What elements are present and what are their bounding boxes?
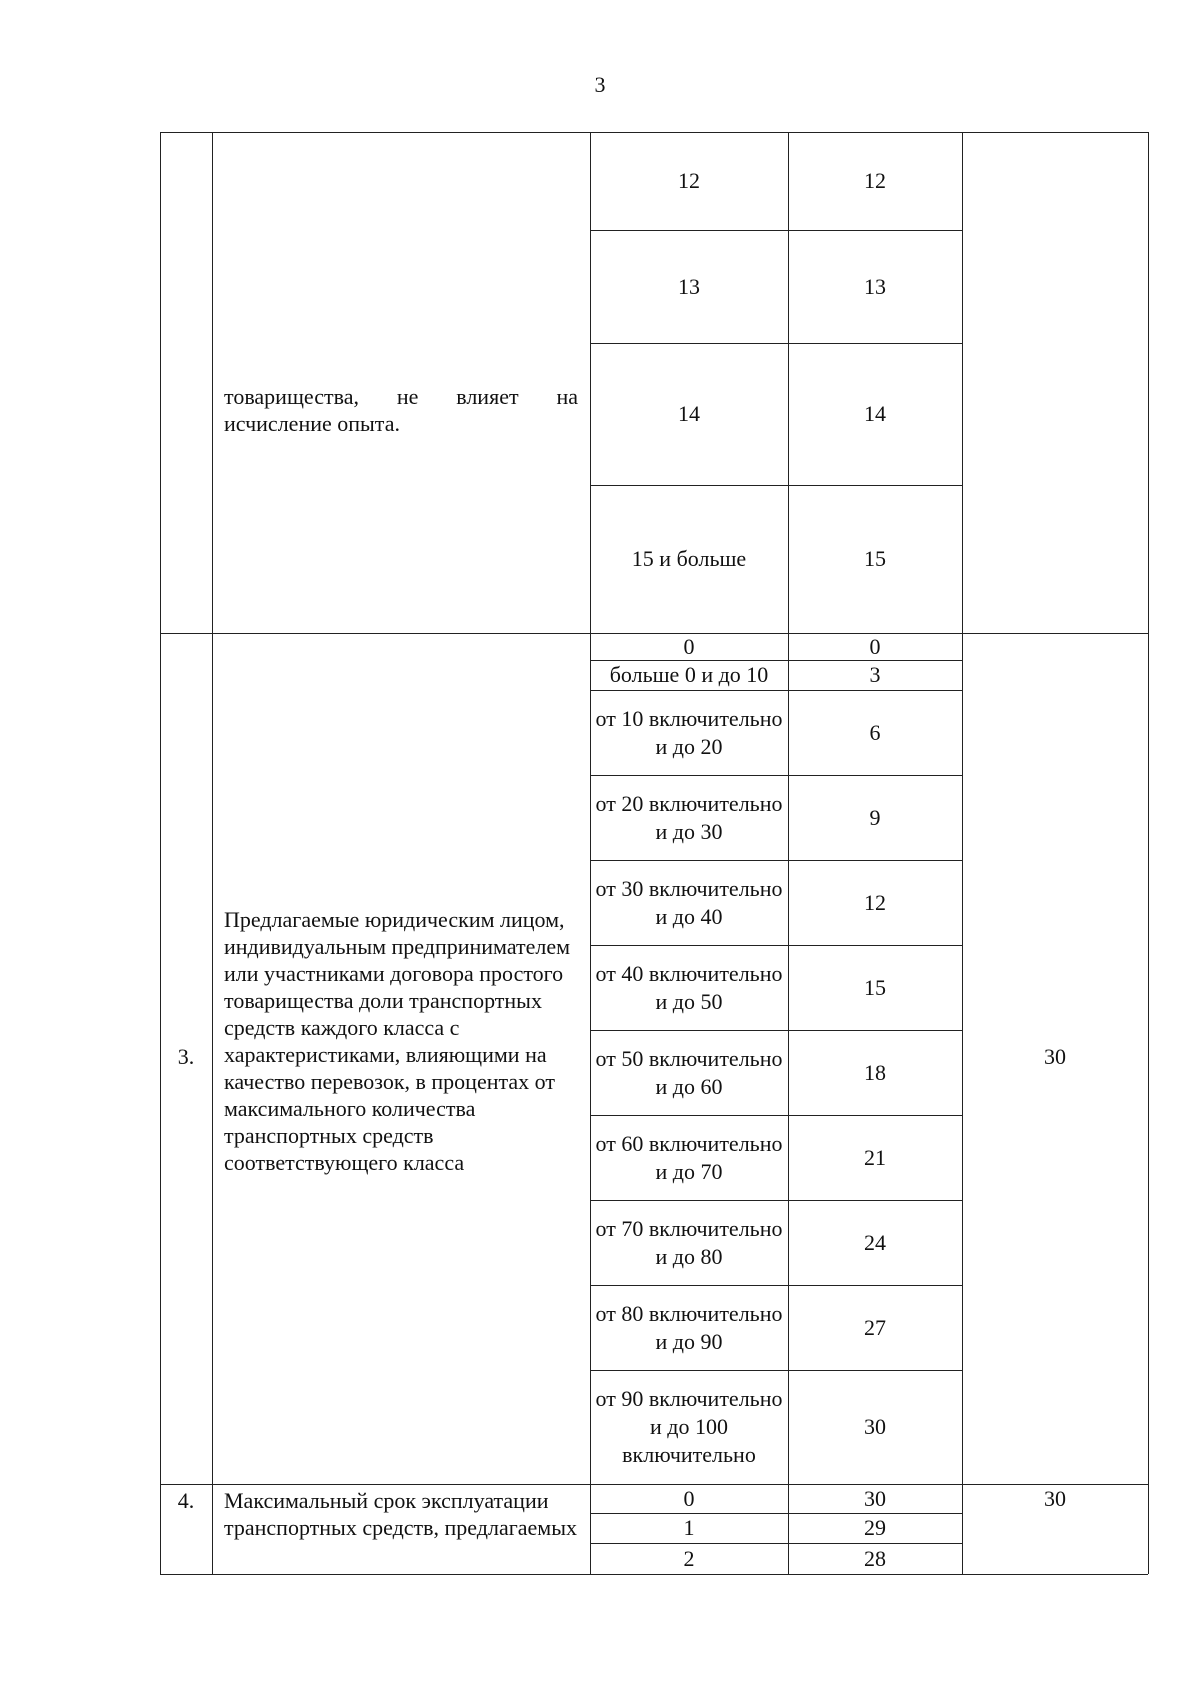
points-cell: 30 bbox=[864, 1414, 886, 1439]
criterion-description bbox=[212, 383, 590, 437]
page-number: 3 bbox=[594, 72, 606, 97]
points-cell: 27 bbox=[864, 1314, 886, 1340]
range-cell: 0 bbox=[683, 1485, 695, 1511]
table-bottom-border bbox=[160, 1574, 1148, 1575]
points-cell: 21 bbox=[864, 1144, 886, 1170]
row-separator bbox=[590, 860, 962, 861]
range-cell: 12 bbox=[678, 168, 700, 193]
row-separator bbox=[590, 230, 962, 231]
table-top-border bbox=[160, 132, 1148, 133]
points-cell: 0 bbox=[869, 633, 881, 659]
points-cell: 9 bbox=[869, 804, 881, 830]
range-cell: от 30 включительно и до 40 bbox=[595, 875, 783, 929]
points-cell: 15 bbox=[864, 974, 886, 1000]
range-cell: от 50 включительно и до 60 bbox=[595, 1045, 783, 1099]
row-separator bbox=[590, 1543, 962, 1544]
row-separator bbox=[590, 1030, 962, 1031]
points-cell: 15 bbox=[864, 546, 886, 571]
range-cell: от 40 включительно и до 50 bbox=[595, 960, 783, 1014]
range-cell: от 80 включительно и до 90 bbox=[595, 1300, 783, 1354]
row-separator bbox=[590, 1115, 962, 1116]
column-border bbox=[160, 132, 161, 1574]
criterion-number: 3. bbox=[177, 1044, 195, 1069]
range-cell: 14 bbox=[678, 401, 700, 426]
points-cell: 28 bbox=[864, 1545, 886, 1571]
row-separator bbox=[590, 775, 962, 776]
range-cell: больше 0 и до 10 bbox=[609, 662, 769, 687]
row-border bbox=[160, 1484, 1148, 1485]
row-separator bbox=[590, 945, 962, 946]
points-cell: 29 bbox=[864, 1515, 886, 1540]
range-cell: от 90 включительно и до 100 включительно bbox=[595, 1386, 783, 1467]
column-border bbox=[1148, 132, 1149, 1574]
criterion-number: 4. bbox=[177, 1488, 195, 1513]
points-cell: 18 bbox=[864, 1059, 886, 1085]
row-separator bbox=[590, 690, 962, 691]
range-cell: от 20 включительно и до 30 bbox=[595, 790, 783, 844]
range-cell: от 60 включительно и до 70 bbox=[595, 1130, 783, 1184]
row-separator bbox=[590, 1285, 962, 1286]
max-points: 30 bbox=[1044, 1486, 1066, 1511]
row-separator bbox=[590, 343, 962, 344]
range-cell: 15 и больше bbox=[631, 546, 747, 571]
row-separator bbox=[590, 1370, 962, 1371]
column-border bbox=[962, 132, 963, 1574]
criterion-description: Предлагаемые юридическим лицом, индивидуальным предпринимателем или участниками договора простого товарищества доли транспортных средств каждого класса с характеристиками, влияющими на качество перевозок, в процентах от максимального количества транспортных средств соответствующего класса bbox=[224, 907, 571, 1175]
points-cell: 24 bbox=[864, 1229, 886, 1255]
column-border bbox=[788, 132, 789, 1574]
row-separator bbox=[590, 660, 962, 661]
points-cell: 6 bbox=[869, 719, 881, 745]
range-cell: от 70 включительно и до 80 bbox=[595, 1215, 783, 1269]
points-cell: 13 bbox=[864, 273, 886, 299]
points-cell: 12 bbox=[864, 889, 886, 915]
criterion-description: Максимальный срок эксплуатации транспортных средств, предлагаемых bbox=[224, 1488, 577, 1540]
column-border bbox=[590, 132, 591, 1574]
points-cell: 30 bbox=[864, 1485, 886, 1511]
points-cell: 14 bbox=[864, 401, 886, 426]
description-line: товарищества, не влияет на bbox=[224, 384, 578, 409]
row-border bbox=[160, 633, 1148, 634]
description-line: исчисление опыта. bbox=[224, 411, 400, 436]
range-cell: 1 bbox=[683, 1515, 695, 1540]
range-cell: 13 bbox=[678, 273, 700, 299]
row-separator bbox=[590, 1200, 962, 1201]
points-cell: 12 bbox=[864, 168, 886, 193]
row-separator bbox=[590, 1513, 962, 1514]
range-cell: 0 bbox=[683, 633, 695, 659]
max-points: 30 bbox=[1044, 1044, 1066, 1069]
range-cell: от 10 включительно и до 20 bbox=[595, 705, 783, 759]
points-cell: 3 bbox=[869, 662, 881, 687]
column-border bbox=[212, 132, 213, 1574]
row-separator bbox=[590, 485, 962, 486]
range-cell: 2 bbox=[683, 1545, 695, 1571]
